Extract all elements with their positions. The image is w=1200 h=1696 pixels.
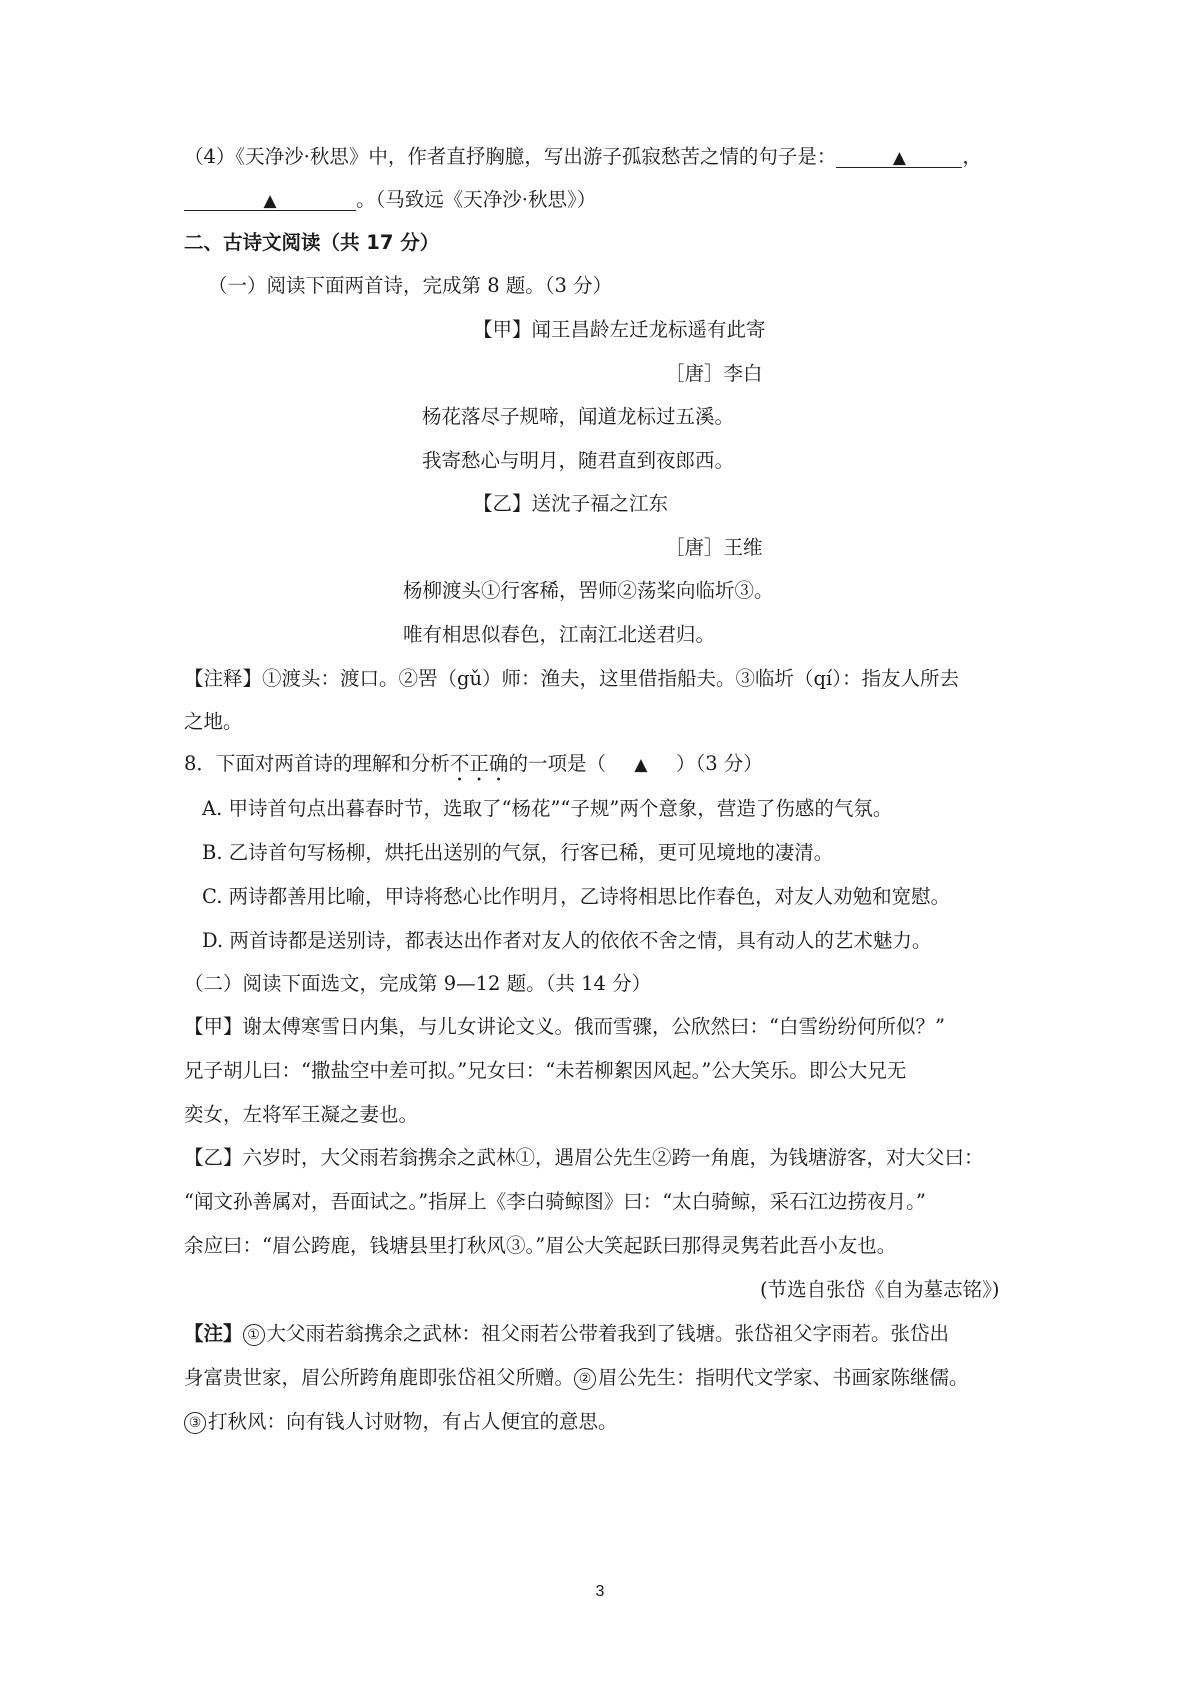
poem-a-title: 【甲】闻王昌龄左迁龙标遥有此寄 xyxy=(473,318,766,341)
q8-option-a: A. 甲诗首句点出暮春时节，选取了“杨花”“子规”两个意象，营造了伤感的气氛。 xyxy=(202,797,893,820)
poem-note-line-1: 【注释】①渡头：渡口。②罟（gǔ）师：渔夫，这里借指船夫。③临圻（qí）：指友人所去 xyxy=(184,667,960,690)
page-number: 3 xyxy=(595,1583,605,1600)
q4-line2 xyxy=(184,186,596,214)
passage-b-line-1: 【乙】六岁时，大父雨若翁携余之武林①，遇眉公先生②跨一角鹿，为钱塘游客，对大父曰： xyxy=(184,1146,984,1169)
q8-option-b: B. 乙诗首句写杨柳，烘托出送别的气氛，行客已稀，更可见境地的凄清。 xyxy=(202,841,834,864)
q4-line1: （4）《天净沙·秋思》中，作者直抒胸臆，写出游子孤寂愁苦之情的句子是： ▲ ， xyxy=(184,145,982,168)
poem-b-line-2: 唯有相思似春色，江南江北送君归。 xyxy=(403,623,716,646)
q8-option-c: C. 两诗都善用比喻，甲诗将愁心比作明月，乙诗将相思比作春色，对友人劝勉和宽慰。 xyxy=(202,885,951,908)
passage-b-line-3: 余应曰：“眉公跨鹿，钱塘县里打秋风③。”眉公大笑起跃曰那得灵隽若此吾小友也。 xyxy=(184,1234,897,1257)
part2-note-line-3: ③ 打秋风：向有钱人讨财物，有占人便宜的意思。 xyxy=(184,1408,618,1436)
q8-stem: 8．下面对两首诗的理解和分析不正确的一项是（ ▲ ）（3 分） xyxy=(184,750,763,786)
passage-a-line-1: 【甲】谢太傅寒雪日内集，与儿女讲论文义。俄而雪骤，公欣然曰：“白雪纷纷何所似？” xyxy=(184,1015,945,1038)
poem-a-line-1: 杨花落尽子规啼，闻道龙标过五溪。 xyxy=(422,405,735,428)
q4-answer-blank-1[interactable]: ▲ xyxy=(836,143,962,168)
poem-b-title: 【乙】送沈子福之江东 xyxy=(473,492,669,515)
q4-answer-blank-2[interactable]: ▲ xyxy=(184,186,356,211)
note-marker-1: ① xyxy=(243,1324,265,1346)
part2-note-line-1: 【注】 ① 大父雨若翁携余之武林：祖父雨若公带着我到了钱塘。张岱祖父字雨若。张岱出 xyxy=(184,1322,950,1345)
section2-heading: 二、古诗文阅读（共 17 分） xyxy=(184,231,440,254)
part2-note-line-2: 身富贵世家，眉公所跨角鹿即张岱祖父所赠。 ② 眉公先生：指明代文学家、书画家陈继儒。 xyxy=(184,1366,969,1389)
q4-text: （4）《天净沙·秋思》中，作者直抒胸臆，写出游子孤寂愁苦之情的句子是： xyxy=(184,145,837,168)
q8-answer-slot[interactable]: ▲ xyxy=(634,755,648,775)
note-marker-3: ③ xyxy=(184,1412,206,1434)
q8-emphasis: 不正确 xyxy=(449,752,509,775)
poem-a-author: ［唐］李白 xyxy=(665,362,763,385)
poem-a-line-2: 我寄愁心与明月，随君直到夜郎西。 xyxy=(422,449,735,472)
passage-a-line-3: 奕女，左将军王凝之妻也。 xyxy=(184,1103,419,1126)
poem-b-line-1: 杨柳渡头①行客稀，罟师②荡桨向临圻③。 xyxy=(403,579,774,602)
part1-intro: （一）阅读下面两首诗，完成第 8 题。（3 分） xyxy=(208,274,613,297)
q4-source: 。（马致远《天净沙·秋思》） xyxy=(356,188,597,211)
note-marker-2: ② xyxy=(574,1368,596,1390)
poem-b-author: ［唐］王维 xyxy=(665,536,763,559)
passage-a-line-2: 兄子胡儿曰：“撒盐空中差可拟。”兄女曰：“未若柳絮因风起。”公大笑乐。即公大兄无 xyxy=(184,1059,907,1082)
passage-source: (节选自张岱《自为墓志铭》) xyxy=(760,1278,1000,1301)
q8-option-d: D. 两首诗都是送别诗，都表达出作者对友人的依依不舍之情，具有动人的艺术魅力。 xyxy=(202,929,932,952)
part2-intro: （二）阅读下面选文，完成第 9—12 题。（共 14 分） xyxy=(184,972,652,995)
poem-note-line-2: 之地。 xyxy=(184,710,243,733)
passage-b-line-2: “闻文孙善属对，吾面试之。”指屏上《李白骑鲸图》曰：“太白骑鲸，采石江边捞夜月。” xyxy=(184,1190,926,1213)
